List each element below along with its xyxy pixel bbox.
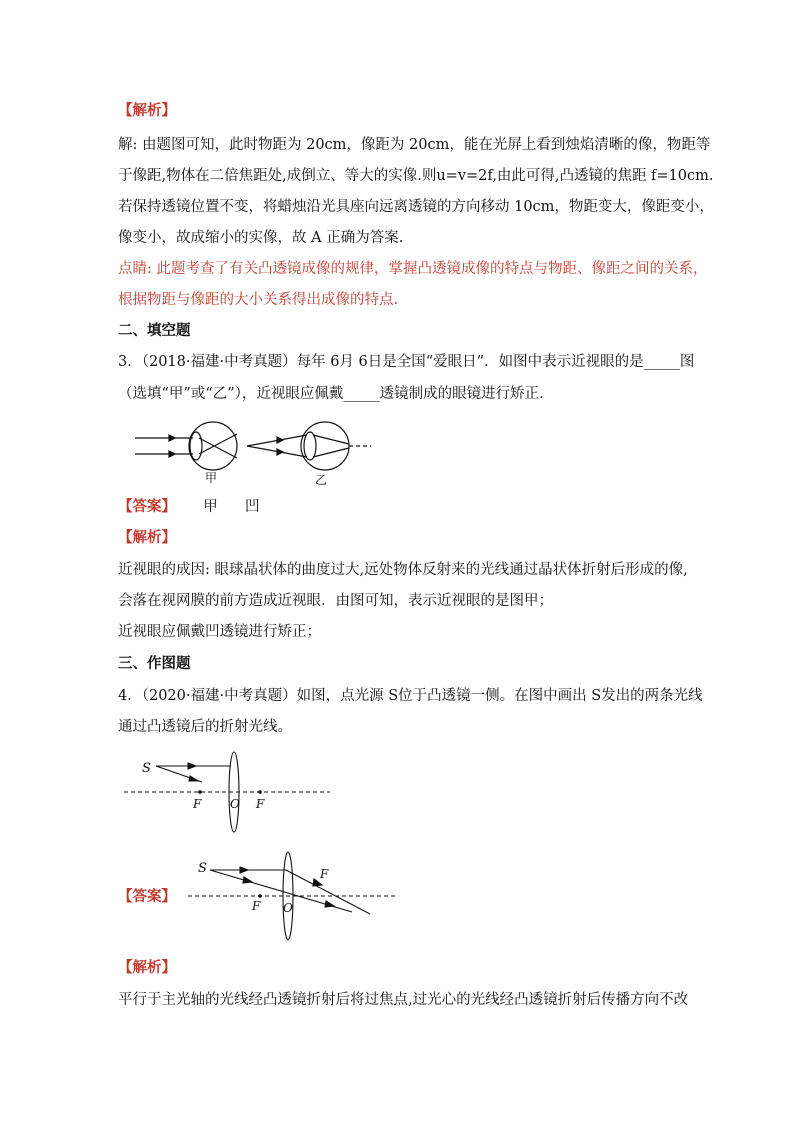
fig-label-jia: 甲 bbox=[205, 471, 218, 485]
ray bbox=[199, 434, 237, 454]
label-s: S bbox=[198, 861, 207, 876]
analysis-text-line: 若保持透镜位置不变，将蜡烛沿光具座向远离透镜的方向移动 10cm，物距变大，像距变小， bbox=[118, 199, 714, 215]
comment-text-line: 根据物距与像距的大小关系得出成像的特点. bbox=[118, 292, 399, 308]
ray bbox=[313, 435, 349, 444]
answer-value-2: 凹 bbox=[244, 499, 260, 515]
arrowhead bbox=[277, 437, 283, 443]
eye-diagram bbox=[135, 418, 375, 488]
analysis-tag: 【解析】 bbox=[118, 102, 176, 119]
focus-point-left bbox=[198, 790, 202, 794]
answer-3 bbox=[118, 497, 259, 517]
label-f-right: F bbox=[320, 867, 329, 881]
arrowhead bbox=[325, 901, 334, 907]
comment-text-line: 点睛: 此题考查了有关凸透镜成像的规律，掌握凸透镜成像的特点与物距、像距之间的关系， bbox=[118, 261, 708, 277]
lens-diagram-question bbox=[120, 752, 340, 836]
ray bbox=[199, 438, 237, 458]
eye-jia-lens bbox=[190, 432, 202, 460]
focus-point-right bbox=[258, 790, 262, 794]
lens-diagram-answer bbox=[180, 848, 400, 944]
arrowhead bbox=[277, 449, 283, 455]
label-f-left: F bbox=[193, 797, 202, 811]
ray bbox=[313, 448, 349, 457]
focus-point-right bbox=[314, 880, 318, 884]
fig-label-yi: 乙 bbox=[315, 473, 328, 487]
analysis-text-line: 解: 由题图可知，此时物距为 20cm，像距为 20cm，能在光屏上看到烛焰清晰的像，物距等 bbox=[118, 137, 711, 153]
label-s: S bbox=[142, 761, 151, 776]
eye-yi-ball bbox=[301, 422, 349, 470]
section-heading-fill: 二、填空题 bbox=[118, 322, 191, 339]
arrowhead bbox=[243, 877, 252, 883]
analysis-text-line: 近视眼应佩戴凹透镜进行矫正； bbox=[118, 624, 321, 640]
arrowhead bbox=[189, 776, 198, 781]
answer-value-1: 甲 bbox=[203, 499, 218, 515]
analysis-text-line: 近视眼的成因: 眼球晶状体的曲度过大,远处物体反射来的光线通过晶状体折射后形成的像, bbox=[118, 562, 688, 578]
question-3-line: 3．（2018·福建·中考真题）每年 6月 6日是全国“爱眼日”．如图中表示近视眼的是_____图 bbox=[118, 354, 695, 370]
label-o: O bbox=[230, 797, 240, 811]
arrowhead bbox=[188, 763, 196, 769]
analysis-text-line: 平行于主光轴的光线经凸透镜折射后将过焦点,过光心的光线经凸透镜折射后传播方向不改 bbox=[118, 992, 689, 1008]
analysis-tag: 【解析】 bbox=[118, 959, 176, 976]
arrowhead bbox=[240, 867, 248, 873]
label-f-right: F bbox=[256, 797, 265, 811]
label-f-left: F bbox=[252, 899, 261, 913]
focus-point-left bbox=[258, 894, 262, 898]
question-3-line: （选填“甲”或“乙”），近视眼应佩戴_____透镜制成的眼镜进行矫正． bbox=[118, 386, 554, 402]
label-o: O bbox=[283, 901, 293, 915]
arrowhead bbox=[169, 451, 175, 457]
answer-tag: 【答案】 bbox=[118, 888, 176, 905]
answer-tag: 【答案】 bbox=[118, 498, 176, 515]
eye-yi-lens bbox=[304, 432, 316, 460]
question-4-line: 4．（2020·福建·中考真题）如图，点光源 S位于凸透镜一侧。在图中画出 S发出的两条光线 bbox=[118, 688, 703, 704]
question-4-line: 通过凸透镜后的折射光线。 bbox=[118, 719, 292, 735]
analysis-text-line: 于像距,物体在二倍焦距处,成倒立、等大的实像.则u=v=2f,由此可得,凸透镜的焦距 f=10cm. bbox=[118, 168, 714, 184]
analysis-text-line: 像变小，故成缩小的实像，故 A 正确为答案. bbox=[118, 230, 404, 246]
analysis-text-line: 会落在视网膜的前方造成近视眼．由图可知，表示近视眼的是图甲； bbox=[118, 593, 553, 609]
section-heading-draw: 三、作图题 bbox=[118, 655, 191, 672]
arrowhead bbox=[169, 435, 175, 441]
analysis-tag: 【解析】 bbox=[118, 529, 176, 546]
